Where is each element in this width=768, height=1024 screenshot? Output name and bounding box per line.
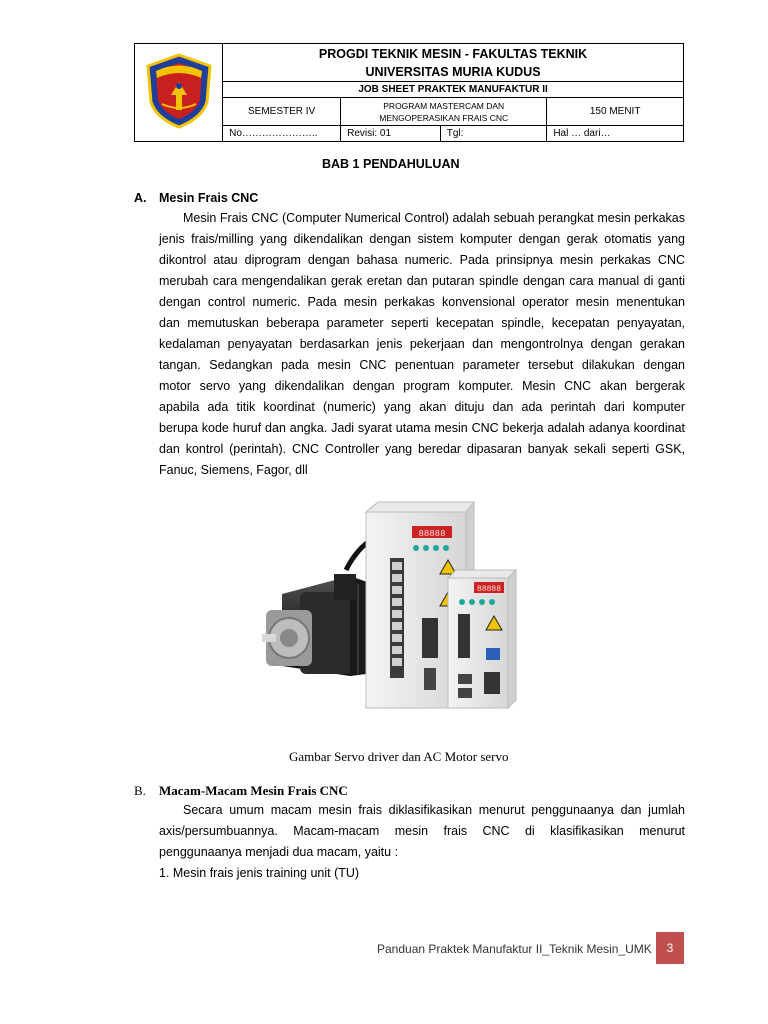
- header-program-line1: PROGRAM MASTERCAM DAN: [383, 100, 505, 111]
- section-a-line: dikontrol atau diprogram dengan bahasa numeric. Pada prinsipnya mesin perkakas CNC: [159, 253, 685, 267]
- footer-text: Panduan Praktek Manufaktur II_Teknik Mesin_UMK: [377, 942, 652, 956]
- university-logo-cell: [135, 44, 223, 142]
- list-item-training-unit: 1. Mesin frais jenis training unit (TU): [159, 866, 360, 880]
- header-no: No…………………..: [223, 126, 341, 142]
- header-line2: UNIVERSITAS MURIA KUDUS: [223, 64, 684, 82]
- header-semester: SEMESTER IV: [223, 98, 341, 126]
- page-number: 3: [656, 932, 684, 964]
- section-a-line: apabila ada titik koordinat (numeric) yang akan dituju dan ada perintah dari komputer: [159, 400, 685, 414]
- servo-display-b-text: 88888: [476, 585, 502, 594]
- section-a-line: dan memutuskan beberapa parameter seperti kecepatan spindle, kecepatan penyayatan,: [159, 316, 685, 330]
- figure-caption: Gambar Servo driver dan AC Motor servo: [289, 749, 509, 764]
- section-a-line: motor servo yang dikendalikan dengan program komputer. Mesin CNC akan bergerak: [159, 379, 685, 393]
- header-program: [341, 98, 547, 126]
- header-program-line2: MENGOPERASIKAN FRAIS CNC: [379, 112, 509, 123]
- section-a-line: berupa kode huruf dan angka. Jadi syarat utama mesin CNC bekerja adalah adanya koordinat: [159, 421, 685, 435]
- section-a-line: Fanuc, Siemens, Fagor, dll: [159, 463, 308, 477]
- header-tgl: Tgl:: [440, 126, 547, 142]
- servo-figure-image: [262, 498, 552, 723]
- section-a-title: Mesin Frais CNC: [159, 191, 259, 205]
- section-a-marker: A.: [134, 191, 147, 205]
- section-a-line: dan kontrol (perintah). CNC Controller yang beredar dipasaran banyak sekali seperti GSK,: [159, 442, 685, 456]
- servo-display-a-text: 88888: [418, 529, 446, 539]
- university-logo-icon: [144, 52, 214, 130]
- section-a-line: dengan control numeric. Pada mesin perkakas konvensional operator mesin menentukan: [159, 295, 685, 309]
- section-a-line: merubah cara mengendalikan gerak eretan dan putaran spindle dengan cara manual di ganti: [159, 274, 685, 288]
- section-a-line: Mesin Frais CNC (Computer Numerical Control) adalah sebuah perangkat mesin perkakas: [183, 211, 685, 225]
- chapter-title: BAB 1 PENDAHULUAN: [322, 157, 460, 171]
- section-b-line: penggunaanya menjadi dua macam, yaitu :: [159, 845, 399, 859]
- job-sheet-header: [134, 43, 684, 142]
- header-line3: JOB SHEET PRAKTEK MANUFAKTUR II: [223, 82, 684, 98]
- header-line1: PROGDI TEKNIK MESIN - FAKULTAS TEKNIK: [223, 44, 684, 64]
- section-b-title: Macam-Macam Mesin Frais CNC: [159, 783, 348, 798]
- section-a-line: jenis frais/milling yang dikendalikan dengan sistem komputer dengan gerak otomatis yang: [159, 232, 685, 246]
- section-b-marker: B.: [134, 783, 146, 798]
- section-b-line: axis/persumbuannya. Macam-macam mesin frais CNC di klasifikasikan menurut: [159, 824, 685, 838]
- section-a-line: tangan. Sedangkan pada mesin CNC penentuan parameter tersebut dilakukan dengan: [159, 358, 685, 372]
- header-duration: 150 MENIT: [547, 98, 684, 126]
- section-a-line: kedalaman penyayatan berdasarkan jenis pekerjaan dan mengontrolnya dengan gerakan: [159, 337, 685, 351]
- header-hal: Hal … dari…: [547, 126, 684, 142]
- header-revisi: Revisi: 01: [341, 126, 441, 142]
- section-b-line: Secara umum macam mesin frais diklasifikasikan menurut penggunaanya dan jumlah: [183, 803, 685, 817]
